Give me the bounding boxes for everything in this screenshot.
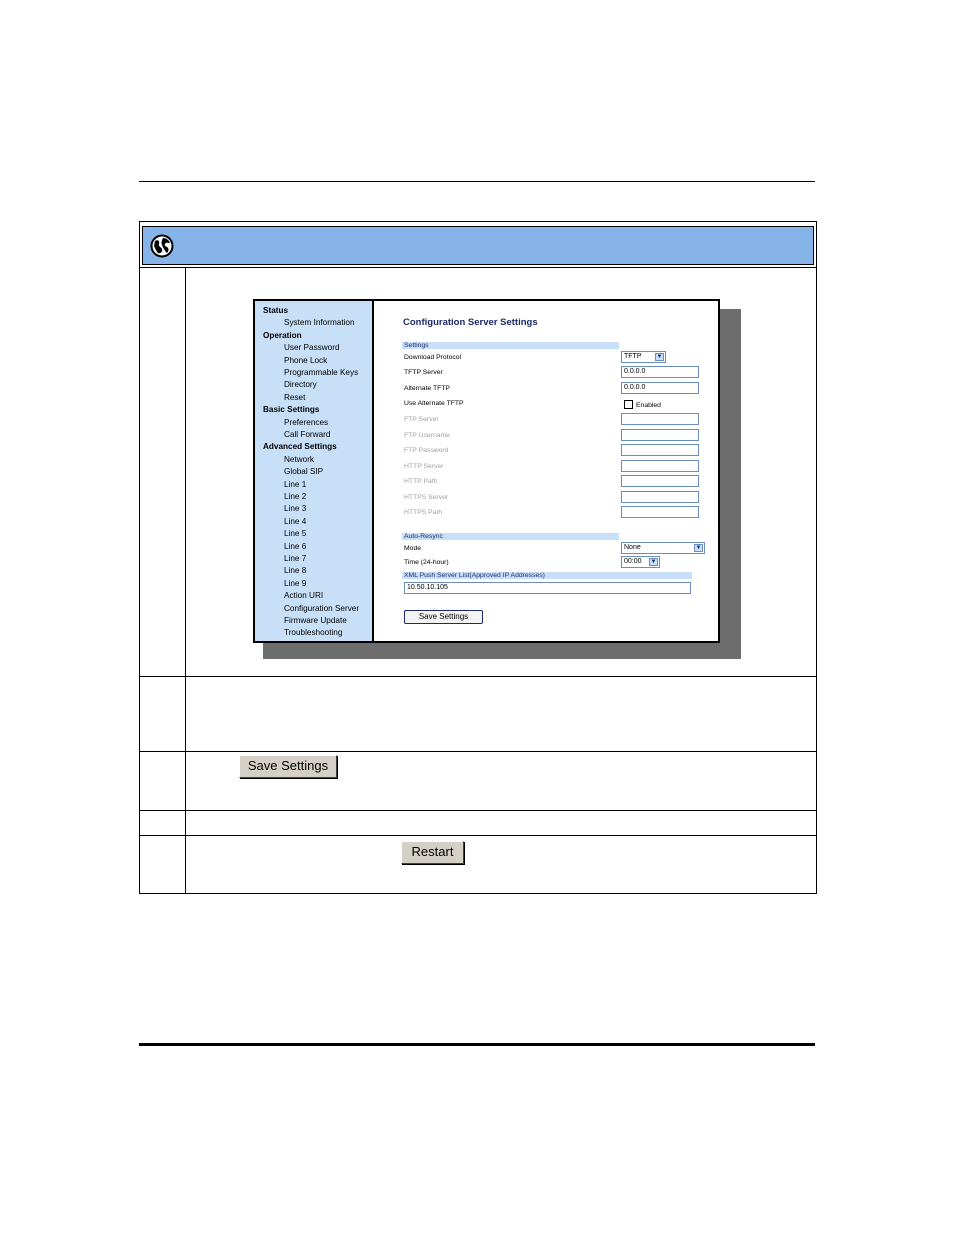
xml-push-input[interactable]: 10.50.10.105 <box>404 582 691 594</box>
sidebar-item[interactable]: Network <box>284 454 315 464</box>
header-rule <box>139 181 815 182</box>
sidebar-item[interactable]: Line 6 <box>284 541 307 551</box>
sidebar-item[interactable]: Line 7 <box>284 554 307 563</box>
web-ui-screenshot <box>253 299 720 643</box>
page-title: Configuration Server Settings <box>403 317 538 328</box>
sidebar-item[interactable]: Line 9 <box>284 578 307 588</box>
tftp-server-label: TFTP Server <box>404 369 443 376</box>
tftp-server-input[interactable]: 0.0.0.0 <box>621 366 699 378</box>
row-divider <box>140 676 816 677</box>
http-server-input[interactable] <box>621 460 699 472</box>
sidebar-item[interactable]: Directory <box>284 380 317 390</box>
download-protocol-label: Download Protocol <box>404 354 462 361</box>
use-alt-tftp-label: Use Alternate TFTP <box>404 400 464 407</box>
save-settings-button-large[interactable]: Save Settings <box>239 755 337 778</box>
enabled-label: Enabled <box>636 402 661 409</box>
row-divider <box>140 810 816 811</box>
chevron-down-icon: ▼ <box>695 545 702 551</box>
sidebar-item[interactable]: Call Forward <box>284 430 331 439</box>
https-path-input[interactable] <box>621 506 699 518</box>
globe-icon <box>150 234 174 258</box>
ftp-password-input[interactable] <box>621 444 699 456</box>
row-divider <box>140 751 816 752</box>
sidebar-nav <box>255 301 374 641</box>
sidebar-item[interactable]: System Information <box>284 318 355 328</box>
sidebar-item[interactable]: Line 2 <box>284 492 307 501</box>
https-server-label: HTTPS Server <box>404 494 449 501</box>
sidebar-item[interactable]: Global SIP <box>284 467 324 477</box>
chevron-down-icon: ▼ <box>656 354 663 360</box>
sidebar-section-heading: Status <box>263 306 289 315</box>
sidebar-item[interactable]: Configuration Server <box>284 603 360 613</box>
ftp-username-input[interactable] <box>621 429 699 441</box>
step-column-divider <box>185 268 186 894</box>
sidebar-item[interactable]: Phone Lock <box>284 355 328 365</box>
alt-tftp-input[interactable]: 0.0.0.0 <box>621 382 699 394</box>
sidebar-item[interactable]: Line 8 <box>284 566 307 576</box>
sidebar-item[interactable]: Preferences <box>284 417 329 427</box>
download-protocol-select[interactable]: TFTP ▼ <box>621 351 666 363</box>
restart-button[interactable]: Restart <box>401 841 464 864</box>
sidebar-item[interactable]: Line 3 <box>284 504 307 514</box>
settings-section-label: Settings <box>404 342 429 349</box>
http-path-label: HTTP Path <box>404 478 438 485</box>
footer-rule <box>139 1043 815 1046</box>
table-banner <box>142 226 814 265</box>
http-path-input[interactable] <box>621 475 699 487</box>
alt-tftp-label: Alternate TFTP <box>404 385 450 392</box>
sidebar-item[interactable]: User Password <box>284 343 340 353</box>
sidebar-item[interactable]: Line 4 <box>284 516 307 526</box>
mode-label: Mode <box>404 545 422 552</box>
https-path-label: HTTPS Path <box>404 509 443 516</box>
http-server-label: HTTP Server <box>404 463 444 470</box>
sidebar-item[interactable]: Action URI <box>284 591 324 601</box>
ftp-password-label: FTP Password <box>404 447 449 454</box>
xml-push-label: XML Push Server List(Approved IP Addresses) <box>404 572 545 579</box>
sidebar-item[interactable]: Line 5 <box>284 529 307 539</box>
mode-select[interactable]: None ▼ <box>621 542 705 554</box>
time-label: Time (24-hour) <box>404 559 449 566</box>
sidebar-section-heading: Operation <box>263 330 302 340</box>
use-alt-tftp-checkbox[interactable] <box>624 400 633 409</box>
banner-divider <box>140 267 816 268</box>
sidebar-section-heading: Advanced Settings <box>263 442 337 452</box>
section-bar <box>402 342 619 349</box>
https-server-input[interactable] <box>621 491 699 503</box>
sidebar-item[interactable]: Firmware Update <box>284 616 347 625</box>
sidebar-item[interactable]: Programmable Keys <box>284 368 359 377</box>
sidebar-item[interactable]: Troubleshooting <box>284 628 343 638</box>
save-settings-button[interactable]: Save Settings <box>404 610 483 624</box>
ftp-server-label: FTP Server <box>404 416 439 423</box>
time-select[interactable]: 00:00 ▼ <box>621 556 660 568</box>
sidebar-item[interactable]: Reset <box>284 392 306 402</box>
sidebar-section-heading: Basic Settings <box>263 405 320 415</box>
ftp-server-input[interactable] <box>621 413 699 425</box>
auto-resync-section-label: Auto-Resync <box>404 533 443 540</box>
config-content <box>376 301 718 641</box>
ftp-username-label: FTP Username <box>404 432 450 439</box>
row-divider <box>140 835 816 836</box>
sidebar-item[interactable]: Line 1 <box>284 479 307 489</box>
chevron-down-icon: ▼ <box>650 559 657 565</box>
